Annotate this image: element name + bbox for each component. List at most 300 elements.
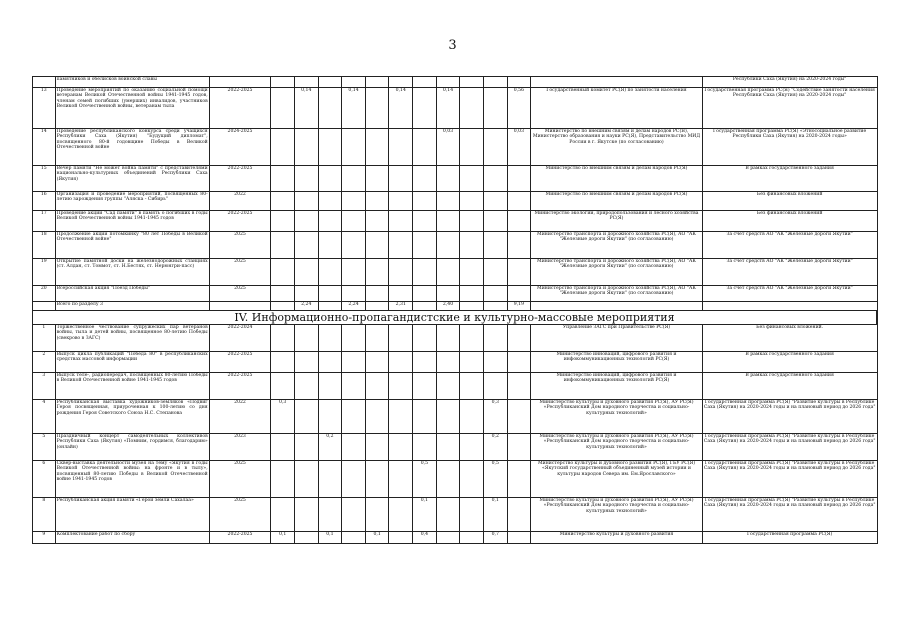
period-cell: 2022-2025 <box>209 352 271 373</box>
funding-value-cell <box>507 461 531 498</box>
funding-value-cell <box>365 434 389 461</box>
funding-value-cell <box>413 129 437 166</box>
funding-value-cell <box>389 400 413 434</box>
funding-value-cell: 2,24 <box>342 302 366 311</box>
table-row <box>33 192 878 211</box>
funding-source-cell: Государственная программа РС(Я) "Развитие культуры в Республике Саха (Якутия) на 2020-2024 годы и на плановый период до 2026 года" <box>702 400 877 434</box>
funding-value-cell <box>271 286 295 302</box>
funding-value-cell <box>342 434 366 461</box>
period-cell: 2022-2025 <box>209 211 271 232</box>
period-cell: 2025 <box>209 498 271 532</box>
funding-value-cell <box>271 434 295 461</box>
row-number-cell <box>33 77 56 88</box>
funding-value-cell <box>483 88 507 129</box>
funding-value-cell <box>389 129 413 166</box>
funding-value-cell <box>318 192 342 211</box>
funding-value-cell <box>389 532 413 544</box>
funding-value-cell <box>271 302 295 311</box>
funding-value-cell <box>460 166 484 192</box>
funding-value-cell <box>318 352 342 373</box>
row-number-cell: 15 <box>33 166 56 192</box>
funding-value-cell <box>389 192 413 211</box>
row-number-cell: 4 <box>33 400 56 434</box>
funding-value-cell <box>413 400 437 434</box>
measure-name-cell: Всероссийская акция "Поезд Победы" <box>55 286 209 302</box>
table-row <box>33 461 878 498</box>
table-row <box>33 129 878 166</box>
funding-value-cell <box>294 286 318 302</box>
funding-value-cell <box>294 434 318 461</box>
funding-value-cell <box>342 325 366 352</box>
funding-source-cell: За счет средств АО "АК "Железные дороги Якутии" <box>702 232 877 259</box>
funding-source-cell: Государственная программа РС(Я) «Этносоциальное развитие Республики Саха (Якутия) на 2020-2024 годы» <box>702 129 877 166</box>
funding-source-cell: Республики Саха (Якутия) на 2020-2024 годы" <box>702 77 877 88</box>
page-number: 3 <box>448 38 457 53</box>
table-row <box>33 259 878 286</box>
funding-value-cell <box>365 88 389 129</box>
funding-value-cell: 0,03 <box>507 129 531 166</box>
measure-name-cell: Выпуск цикла публикаций "Победа 80" в республиканских средствах массовой информации <box>55 352 209 373</box>
funding-value-cell <box>342 211 366 232</box>
period-cell: 2022 <box>209 192 271 211</box>
funding-value-cell <box>507 352 531 373</box>
row-number-cell: 8 <box>33 498 56 532</box>
funding-value-cell <box>436 286 460 302</box>
funding-value-cell <box>294 373 318 400</box>
period-cell: 2023 <box>209 434 271 461</box>
row-number-cell: 9 <box>33 532 56 544</box>
period-cell: 2022-2025 <box>209 373 271 400</box>
executor-cell: Министерство транспорта и дорожного хозяйства РС(Я), АО "АК "Железные дороги Якутии" (по согласованию) <box>531 232 703 259</box>
funding-value-cell <box>271 129 295 166</box>
funding-value-cell <box>460 192 484 211</box>
funding-value-cell <box>318 400 342 434</box>
funding-value-cell <box>271 325 295 352</box>
funding-value-cell <box>507 286 531 302</box>
period-cell <box>209 302 271 311</box>
funding-value-cell <box>318 211 342 232</box>
funding-value-cell <box>318 498 342 532</box>
period-cell: 2022-2024 <box>209 325 271 352</box>
funding-value-cell <box>318 461 342 498</box>
funding-value-cell <box>318 129 342 166</box>
funding-value-cell <box>294 498 318 532</box>
table-row <box>33 532 878 544</box>
funding-value-cell <box>318 373 342 400</box>
funding-source-cell: Государственная программа РС(Я) "Содействие занятости населения Республики Саха (Якутия) на 2020-2024 годы" <box>702 88 877 129</box>
funding-value-cell <box>342 166 366 192</box>
executor-cell: Министерство культуры и духовного развития РС(Я), АУ РС(Я) «Республиканский Дом народного творчества и социально-культурных технологий» <box>531 498 703 532</box>
table-row <box>33 286 878 302</box>
funding-value-cell: 0,2 <box>318 434 342 461</box>
funding-value-cell <box>389 461 413 498</box>
funding-value-cell <box>318 259 342 286</box>
funding-value-cell <box>436 400 460 434</box>
executor-cell: Министерство культуры и духовного развития РС(Я), АУ РС(Я) «Республиканский Дом народного творчества и социально-культурных технологий» <box>531 434 703 461</box>
table-row <box>33 77 878 88</box>
funding-value-cell <box>389 352 413 373</box>
funding-value-cell <box>294 232 318 259</box>
funding-value-cell <box>483 211 507 232</box>
measure-name-cell: Продолжение акции потомкинку "80 лет Победы в Великой Отечественной войне" <box>55 232 209 259</box>
funding-value-cell <box>365 192 389 211</box>
period-cell: 2025 <box>209 232 271 259</box>
funding-value-cell: 0,4 <box>413 532 437 544</box>
executor-cell: Министерство инноваций, цифрового развития и инфокоммуникационных технологий РС(Я) <box>531 373 703 400</box>
funding-value-cell <box>413 286 437 302</box>
funding-value-cell <box>318 286 342 302</box>
funding-value-cell <box>507 373 531 400</box>
funding-value-cell <box>483 373 507 400</box>
funding-value-cell <box>365 232 389 259</box>
section-header-row <box>33 311 878 325</box>
funding-value-cell: 0,3 <box>483 400 507 434</box>
funding-value-cell <box>389 211 413 232</box>
funding-value-cell <box>460 88 484 129</box>
funding-value-cell <box>294 192 318 211</box>
funding-value-cell <box>389 232 413 259</box>
funding-value-cell <box>436 498 460 532</box>
funding-value-cell <box>460 259 484 286</box>
funding-value-cell <box>483 232 507 259</box>
funding-value-cell <box>342 129 366 166</box>
table-row <box>33 352 878 373</box>
funding-value-cell <box>365 461 389 498</box>
funding-value-cell <box>342 498 366 532</box>
funding-value-cell <box>413 192 437 211</box>
funding-value-cell <box>294 211 318 232</box>
funding-value-cell <box>460 461 484 498</box>
funding-value-cell <box>436 532 460 544</box>
funding-value-cell <box>318 77 342 88</box>
funding-value-cell <box>365 302 389 311</box>
table-row <box>33 498 878 532</box>
funding-value-cell <box>271 352 295 373</box>
funding-value-cell <box>389 325 413 352</box>
funding-value-cell <box>271 166 295 192</box>
funding-source-cell: Без финансовых вложений. <box>702 325 877 352</box>
row-number-cell: 18 <box>33 232 56 259</box>
measure-name-cell: Вечер памяти "Не может война памяти" с представителями национально-культурных объединений Республики Саха (Якутия) <box>55 166 209 192</box>
funding-value-cell: 0,14 <box>294 88 318 129</box>
funding-value-cell: 0,03 <box>436 129 460 166</box>
table-row <box>33 325 878 352</box>
executor-cell: Государственный комитет РС(Я) по занятости населения <box>531 88 703 129</box>
funding-value-cell <box>389 259 413 286</box>
funding-value-cell <box>318 232 342 259</box>
funding-value-cell <box>436 259 460 286</box>
table-row <box>33 88 878 129</box>
funding-value-cell <box>294 532 318 544</box>
funding-value-cell <box>413 232 437 259</box>
funding-value-cell <box>507 532 531 544</box>
funding-value-cell: 0,14 <box>389 88 413 129</box>
measure-name-cell: Республиканская выставка художников-земляков «Подвиг Героя посвященная, приуроченная к 100-летию со дня рождения Героя Советского Союза Н.С. Степанова <box>55 400 209 434</box>
table-row <box>33 373 878 400</box>
funding-value-cell <box>271 232 295 259</box>
measure-name-cell: Республиканская акция памяти «Герои земли Сахалаа» <box>55 498 209 532</box>
row-number-cell: 16 <box>33 192 56 211</box>
funding-value-cell <box>389 373 413 400</box>
funding-value-cell: 0,56 <box>507 88 531 129</box>
funding-value-cell <box>365 325 389 352</box>
funding-value-cell <box>413 259 437 286</box>
funding-value-cell <box>436 192 460 211</box>
funding-value-cell <box>460 211 484 232</box>
funding-value-cell: 2,31 <box>389 302 413 311</box>
funding-value-cell <box>342 532 366 544</box>
funding-value-cell <box>342 232 366 259</box>
funding-source-cell: За счет средств АО "АК "Железные дороги Якутии" <box>702 286 877 302</box>
funding-value-cell <box>413 77 437 88</box>
measure-name-cell: Комплектование работ по сбору <box>55 532 209 544</box>
funding-value-cell: 0,14 <box>436 88 460 129</box>
funding-value-cell <box>507 400 531 434</box>
executor-cell: Министерство транспорта и дорожного хозяйства РС(Я), АО "АК "Железные дороги Якутии" (по согласованию) <box>531 259 703 286</box>
funding-value-cell <box>365 373 389 400</box>
funding-value-cell <box>436 461 460 498</box>
funding-value-cell <box>365 259 389 286</box>
funding-source-cell: Государственная программа РС(Я) <box>702 532 877 544</box>
measure-name-cell: Праздничный концерт самодеятельных коллективов Республики Саха (Якутия) «Помним, гордимся, благодарим» (онлайн) <box>55 434 209 461</box>
funding-value-cell <box>483 166 507 192</box>
funding-source-cell: В рамках государственного задания <box>702 166 877 192</box>
funding-value-cell <box>413 373 437 400</box>
funding-value-cell <box>483 129 507 166</box>
funding-value-cell <box>294 259 318 286</box>
table-row <box>33 232 878 259</box>
funding-value-cell <box>413 166 437 192</box>
funding-value-cell <box>507 232 531 259</box>
funding-source-cell <box>702 302 877 311</box>
funding-value-cell: 0,1 <box>483 498 507 532</box>
funding-value-cell <box>342 286 366 302</box>
measures-table <box>32 76 878 544</box>
row-number-cell: 3 <box>33 373 56 400</box>
measure-name-cell: Организация и проведение мероприятий, посвященных 80-летию зарождения группы "Аляска - Сибирь" <box>55 192 209 211</box>
funding-value-cell <box>413 352 437 373</box>
funding-source-cell: За счет средств АО "АК "Железные дороги Якутии" <box>702 259 877 286</box>
funding-value-cell <box>483 259 507 286</box>
executor-cell: Министерство по внешним связям и делам народов РС(Я) <box>531 166 703 192</box>
funding-value-cell <box>460 434 484 461</box>
measure-name-cell: Проведение акции "Сад памяти" в память о погибших в годы Великой Отечественной войны 1941-1945 годов <box>55 211 209 232</box>
table-row <box>33 400 878 434</box>
row-number-cell: 20 <box>33 286 56 302</box>
funding-value-cell <box>413 88 437 129</box>
funding-value-cell <box>460 532 484 544</box>
funding-value-cell: 0,5 <box>413 461 437 498</box>
funding-value-cell <box>271 77 295 88</box>
funding-value-cell <box>318 302 342 311</box>
row-number-cell <box>33 302 56 311</box>
executor-cell: Министерство культуры и духовного развития РС(Я), АУ РС(Я) «Республиканский Дом народного творчества и социально-культурных технологий» <box>531 400 703 434</box>
table-row <box>33 434 878 461</box>
period-cell: 2025 <box>209 461 271 498</box>
funding-value-cell <box>460 352 484 373</box>
funding-value-cell <box>483 352 507 373</box>
period-cell <box>209 77 271 88</box>
funding-value-cell: 2,24 <box>294 302 318 311</box>
funding-value-cell: 0,7 <box>483 532 507 544</box>
funding-value-cell <box>271 192 295 211</box>
row-number-cell: 17 <box>33 211 56 232</box>
funding-value-cell <box>389 434 413 461</box>
funding-value-cell <box>483 77 507 88</box>
funding-value-cell <box>507 77 531 88</box>
measure-name-cell: Сквер-выставка деятельности музея на тему «Якутия в годы Великой Отечественной войны: на фронте и в тылу», посвященный 80-летию Победы в Великой Отечественной войне 1941-1945 годов <box>55 461 209 498</box>
period-cell: 2025 <box>209 286 271 302</box>
period-cell: 2022-2025 <box>209 88 271 129</box>
funding-value-cell <box>294 166 318 192</box>
funding-value-cell <box>271 211 295 232</box>
measure-name-cell: памятников и обелисков воинской славы <box>55 77 209 88</box>
funding-value-cell <box>436 434 460 461</box>
funding-value-cell <box>413 434 437 461</box>
executor-cell: Министерство транспорта и дорожного хозяйства РС(Я), АО "АК "Железные дороги Якутии" (по согласованию) <box>531 286 703 302</box>
funding-value-cell <box>342 461 366 498</box>
funding-source-cell: Государственная программа РС(Я) "Развитие культуры в Республике Саха (Якутия) на 2020-2024 годы и на плановый период до 2026 года" <box>702 461 877 498</box>
measure-name-cell: Выпуск теле-, радиопередач, посвященных 80-летию Победы в Великой Отечественной войне 1941-1945 годов <box>55 373 209 400</box>
funding-value-cell <box>413 302 437 311</box>
row-number-cell: 5 <box>33 434 56 461</box>
funding-value-cell <box>342 373 366 400</box>
section-title: IV. Информационно-пропагандистские и культурно-массовые мероприятия <box>33 311 878 325</box>
funding-value-cell: 0,1 <box>365 532 389 544</box>
funding-value-cell <box>436 325 460 352</box>
funding-value-cell <box>318 325 342 352</box>
row-number-cell: 6 <box>33 461 56 498</box>
funding-value-cell <box>436 77 460 88</box>
funding-value-cell <box>507 259 531 286</box>
funding-value-cell <box>389 286 413 302</box>
funding-value-cell <box>436 352 460 373</box>
funding-value-cell <box>460 325 484 352</box>
funding-value-cell <box>436 166 460 192</box>
funding-source-cell: Без финансовых вложений <box>702 192 877 211</box>
funding-source-cell: Без финансовых вложений <box>702 211 877 232</box>
funding-value-cell <box>271 498 295 532</box>
funding-value-cell <box>460 232 484 259</box>
funding-value-cell <box>389 166 413 192</box>
funding-value-cell <box>389 77 413 88</box>
period-cell: 2022-2025 <box>209 532 271 544</box>
measure-name-cell: Всего по разделу 3 <box>55 302 209 311</box>
period-cell: 2022-2025 <box>209 166 271 192</box>
funding-value-cell <box>507 211 531 232</box>
row-number-cell: 19 <box>33 259 56 286</box>
funding-value-cell <box>483 302 507 311</box>
funding-value-cell: 0,1 <box>318 532 342 544</box>
funding-value-cell <box>483 192 507 211</box>
measure-name-cell: Проведение республиканского конкурса среди учащихся Республики Саха (Якутия) "Будущий дипломат", посвященного 80-й годовщине Победы в Великой Отечественной войне <box>55 129 209 166</box>
funding-value-cell <box>436 373 460 400</box>
funding-value-cell: 9,19 <box>507 302 531 311</box>
executor-cell: Министерство инноваций, цифрового развития и инфокоммуникационных технологий РС(Я) <box>531 352 703 373</box>
table-row <box>33 166 878 192</box>
funding-value-cell <box>389 498 413 532</box>
funding-value-cell: 0,14 <box>342 88 366 129</box>
period-cell: 2024-2025 <box>209 129 271 166</box>
funding-value-cell: 2,40 <box>436 302 460 311</box>
funding-value-cell <box>342 352 366 373</box>
funding-value-cell: 0,5 <box>483 461 507 498</box>
funding-value-cell <box>365 400 389 434</box>
funding-value-cell <box>342 192 366 211</box>
funding-value-cell <box>271 373 295 400</box>
funding-value-cell <box>436 232 460 259</box>
funding-value-cell <box>342 259 366 286</box>
funding-value-cell: 0,2 <box>483 434 507 461</box>
measure-name-cell: Проведение мероприятий по оказанию социальной помощи ветеранам Великой Отечественной войны 1941-1945 годов, членам семей погибших (умерших) инвалидов, участников Великой Отечественной войны, ветеранам тыла <box>55 88 209 129</box>
funding-source-cell: В рамках государственного задания <box>702 373 877 400</box>
funding-value-cell: 0,1 <box>413 498 437 532</box>
funding-value-cell <box>507 498 531 532</box>
row-number-cell: 14 <box>33 129 56 166</box>
executor-cell: Министерство экологии, природопользования и лесного хозяйства РС(Я) <box>531 211 703 232</box>
funding-value-cell <box>294 400 318 434</box>
funding-value-cell <box>507 166 531 192</box>
funding-value-cell: 0,1 <box>271 532 295 544</box>
funding-value-cell <box>483 286 507 302</box>
funding-value-cell <box>460 373 484 400</box>
funding-value-cell <box>294 129 318 166</box>
funding-value-cell <box>365 77 389 88</box>
row-number-cell: 13 <box>33 88 56 129</box>
executor-cell: Управление ЗАГС при Правительстве РС(Я) <box>531 325 703 352</box>
funding-value-cell <box>507 325 531 352</box>
funding-value-cell <box>413 211 437 232</box>
executor-cell: Министерство по внешним связям и делам народов РС(Я), Министерство образования и науки РС(Я), Представительство МИД России в г. Якутске (по согласованию) <box>531 129 703 166</box>
funding-value-cell <box>483 325 507 352</box>
row-number-cell: 2 <box>33 352 56 373</box>
funding-value-cell <box>294 325 318 352</box>
funding-value-cell <box>507 192 531 211</box>
funding-value-cell <box>365 498 389 532</box>
funding-source-cell: В рамках государственного задания <box>702 352 877 373</box>
table-row <box>33 211 878 232</box>
funding-value-cell <box>271 88 295 129</box>
period-cell: 2022 <box>209 400 271 434</box>
executor-cell: Министерство по внешним связям и делам народов РС(Я) <box>531 192 703 211</box>
measure-name-cell: Торжественное чествование супружеских пар ветеранов войны, тыла и детей войны, посвященное 80-летию Победы (свекрово в ЗАГС) <box>55 325 209 352</box>
funding-value-cell <box>365 166 389 192</box>
funding-value-cell <box>460 302 484 311</box>
funding-value-cell <box>460 400 484 434</box>
funding-value-cell <box>460 286 484 302</box>
funding-value-cell <box>271 259 295 286</box>
period-cell: 2025 <box>209 259 271 286</box>
funding-value-cell: 0,3 <box>271 400 295 434</box>
funding-value-cell <box>365 211 389 232</box>
executor-cell <box>531 302 703 311</box>
funding-value-cell <box>342 400 366 434</box>
funding-source-cell: Государственная программа РС(Я) "Развитие культуры в Республике Саха (Якутия) на 2020-2024 годы и на плановый период до 2026 года" <box>702 498 877 532</box>
funding-value-cell <box>460 129 484 166</box>
funding-value-cell <box>507 434 531 461</box>
row-number-cell: 1 <box>33 325 56 352</box>
funding-value-cell <box>436 211 460 232</box>
funding-value-cell <box>413 325 437 352</box>
executor-cell: Министерство культуры и духовного развития <box>531 532 703 544</box>
funding-value-cell <box>365 129 389 166</box>
funding-source-cell: Государственная программа РС(Я) "Развитие культуры в Республике Саха (Якутия) на 2020-2024 годы и на плановый период до 2026 года" <box>702 434 877 461</box>
funding-value-cell <box>318 88 342 129</box>
funding-value-cell <box>365 352 389 373</box>
executor-cell <box>531 77 703 88</box>
executor-cell: Министерство культуры и духовного развития РС(Я), ГБУ РС(Я) «Якутский государственный объединенный музей истории и культуры народов Севера им. Ем.Ярославского» <box>531 461 703 498</box>
funding-value-cell <box>365 286 389 302</box>
